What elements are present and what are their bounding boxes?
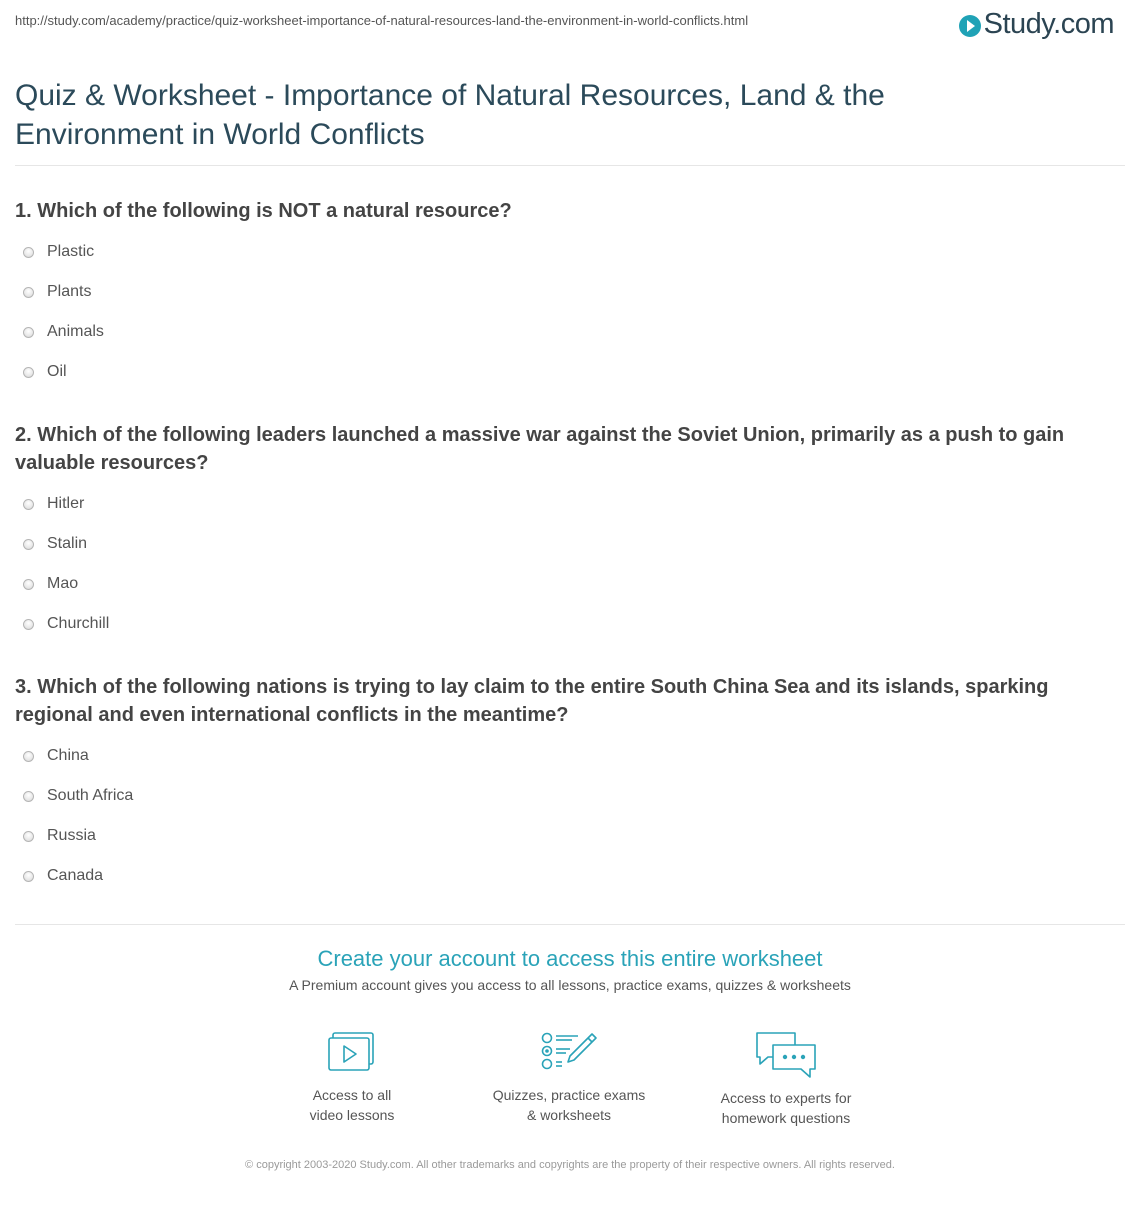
- option-hitler[interactable]: [23, 492, 84, 516]
- question-1: [15, 197, 1125, 225]
- option-oil[interactable]: [23, 360, 67, 384]
- feature-label-line: & worksheets: [526, 1107, 612, 1123]
- option-plastic[interactable]: [23, 240, 94, 264]
- radio-button[interactable]: [23, 287, 34, 298]
- divider: [15, 924, 1125, 925]
- chat-bubbles-icon: [754, 1030, 818, 1080]
- feature-label-line: Access to all: [312, 1087, 392, 1103]
- radio-button[interactable]: [23, 791, 34, 802]
- logo-text: Study.com: [983, 8, 1114, 40]
- option-label: Churchill: [47, 615, 110, 632]
- question-text: Which of the following is NOT a natural resource?: [37, 200, 512, 222]
- option-animals[interactable]: [23, 320, 104, 344]
- option-label: Mao: [47, 575, 79, 592]
- option-label: Plants: [47, 283, 92, 300]
- question-text: Which of the following nations is trying to lay claim to the entire South China Sea and its islands, sparking regional and even international conflicts in the meantime?: [15, 676, 1049, 726]
- radio-button[interactable]: [23, 751, 34, 762]
- option-label: South Africa: [47, 787, 134, 804]
- option-label: China: [47, 747, 89, 764]
- option-russia[interactable]: [23, 824, 96, 848]
- radio-button[interactable]: [23, 579, 34, 590]
- radio-button[interactable]: [23, 831, 34, 842]
- option-label: Hitler: [47, 495, 85, 512]
- option-label: Oil: [47, 363, 67, 380]
- radio-button[interactable]: [23, 539, 34, 550]
- feature-label-line: homework questions: [721, 1110, 851, 1126]
- feature-label-line: Access to experts for: [720, 1090, 852, 1106]
- feature-quizzes: [469, 1030, 669, 1125]
- radio-button[interactable]: [23, 367, 34, 378]
- feature-label-line: Quizzes, practice exams: [492, 1087, 646, 1103]
- option-label: Stalin: [47, 535, 88, 552]
- copyright-notice: © copyright 2003-2020 Study.com. All other trademarks and copyrights are the property of their respective owners. All rights reserved.: [245, 1159, 895, 1171]
- option-label: Canada: [47, 867, 104, 884]
- quiz-checklist-icon: [540, 1030, 598, 1074]
- study-logo[interactable]: [959, 8, 1114, 41]
- option-canada[interactable]: [23, 864, 103, 888]
- page-url: http://study.com/academy/practice/quiz-worksheet-importance-of-natural-resources-land-the-environment-in-world-conflicts.html: [15, 13, 749, 28]
- feature-video-lessons: [252, 1030, 452, 1125]
- question-number: 2.: [15, 424, 32, 446]
- radio-button[interactable]: [23, 247, 34, 258]
- option-churchill[interactable]: [23, 612, 109, 636]
- feature-experts: [686, 1030, 886, 1128]
- option-label: Plastic: [47, 243, 95, 260]
- option-stalin[interactable]: [23, 532, 87, 556]
- divider: [15, 165, 1125, 166]
- option-label: Animals: [47, 323, 104, 340]
- question-3: [15, 673, 1125, 729]
- cta-subtitle: A Premium account gives you access to all lessons, practice exams, quizzes & worksheets: [289, 977, 851, 993]
- question-2: [15, 421, 1125, 477]
- radio-button[interactable]: [23, 619, 34, 630]
- cta-title-link[interactable]: Create your account to access this entire worksheet: [317, 946, 823, 971]
- option-china[interactable]: [23, 744, 89, 768]
- radio-button[interactable]: [23, 871, 34, 882]
- option-mao[interactable]: [23, 572, 78, 596]
- radio-button[interactable]: [23, 327, 34, 338]
- question-text: Which of the following leaders launched a massive war against the Soviet Union, primarily as a push to gain valuable resources?: [15, 424, 1065, 474]
- feature-label-line: video lessons: [309, 1107, 395, 1123]
- question-number: 1.: [15, 200, 32, 222]
- video-lessons-icon: [326, 1030, 378, 1074]
- option-plants[interactable]: [23, 280, 91, 304]
- question-number: 3.: [15, 676, 32, 698]
- page-title: Quiz & Worksheet - Importance of Natural Resources, Land & the Environment in World Conflicts: [15, 79, 885, 151]
- play-circle-icon: [959, 15, 981, 37]
- option-label: Russia: [47, 827, 96, 844]
- option-south-africa[interactable]: [23, 784, 133, 808]
- radio-button[interactable]: [23, 499, 34, 510]
